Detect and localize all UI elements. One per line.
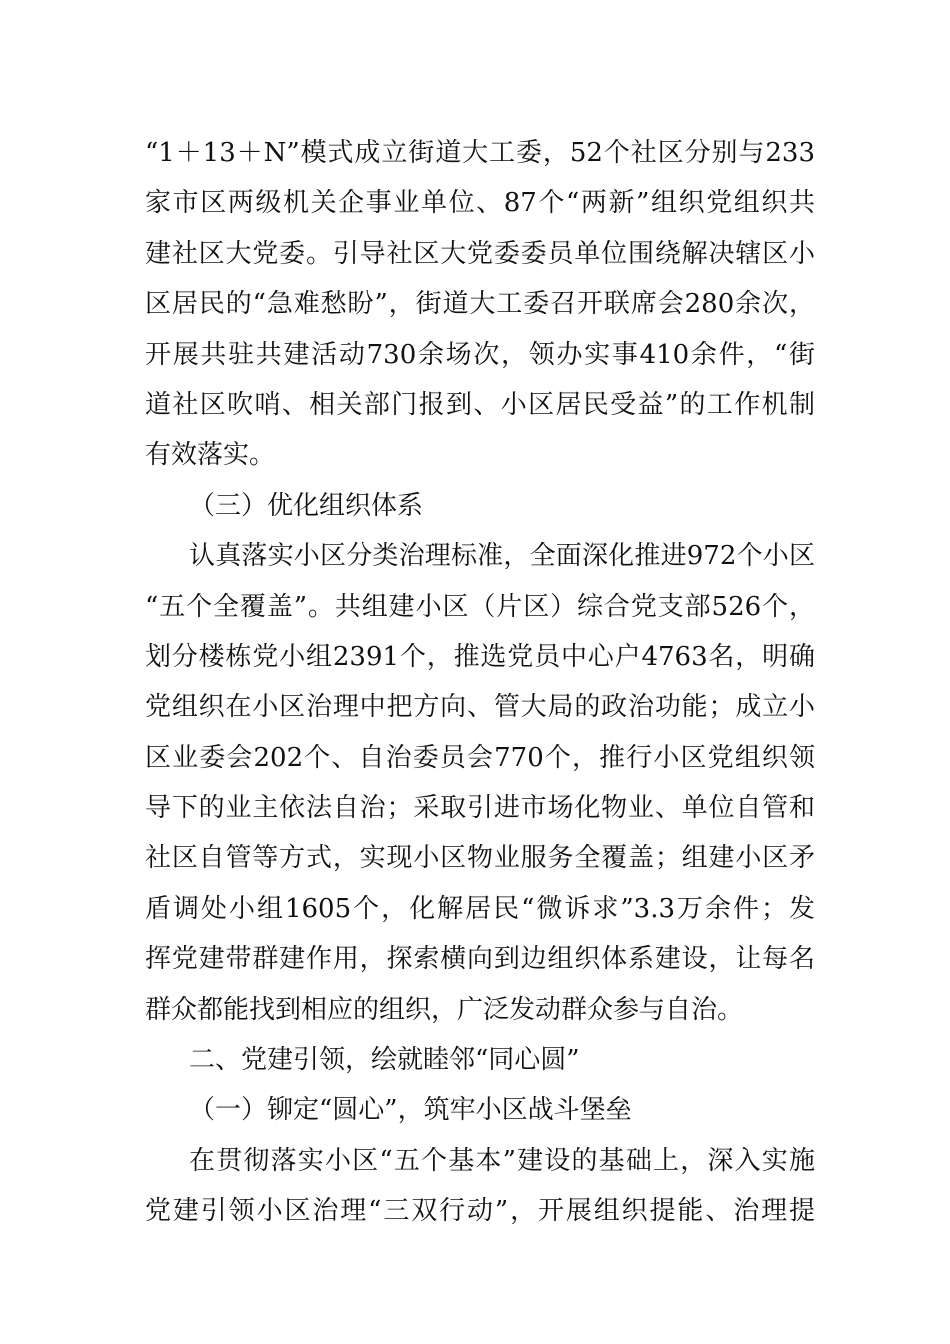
text-line: 家市区两级机关企事业单位、87个“两新”组织党组织共	[145, 188, 815, 219]
section-heading-optimize-organization	[145, 481, 815, 531]
text-line: 党组织在小区治理中把方向、管大局的政治功能；成立小	[145, 692, 815, 723]
subsection-heading-anchor-center	[145, 1085, 815, 1135]
section-heading-party-building	[145, 1035, 815, 1085]
paragraph-community-committee	[145, 128, 815, 481]
text-line: 导下的业主依法自治；采取引进市场化物业、单位自管和	[145, 793, 815, 824]
text-line: 挥党建带群建作用，探索横向到边组织体系建设，让每名	[145, 944, 815, 975]
text-line: 道社区吹哨、相关部门报到、小区居民受益”的工作机制	[145, 389, 815, 420]
text-line: 开展共驻共建活动730余场次，领办实事410余件，“街	[145, 339, 815, 370]
text-line: “1＋13＋N”模式成立街道大工委，52个社区分别与233	[145, 138, 815, 168]
text-line: 党建引领小区治理“三双行动”，开展组织提能、治理提	[145, 1196, 815, 1227]
text-line: 区业委会202个、自治委员会770个，推行小区党组织领	[145, 742, 815, 773]
text-line: 认真落实小区分类治理标准，全面深化推进972个小区	[189, 541, 815, 572]
text-line: 建社区大党委。引导社区大党委委员单位围绕解决辖区小	[145, 238, 815, 269]
document-body	[145, 128, 815, 1237]
paragraph-organization-system	[145, 531, 815, 1035]
text-line: “五个全覆盖”。共组建小区（片区）综合党支部526个，	[145, 591, 815, 622]
text-line: 盾调处小组1605个，化解居民“微诉求”3.3万余件；发	[145, 893, 815, 924]
text-line: 划分楼栋党小组2391个，推选党员中心户4763名，明确	[145, 641, 815, 672]
heading-line: （一）铆定“圆心”，筑牢小区战斗堡垒	[189, 1095, 632, 1126]
paragraph-three-double-action	[145, 1136, 815, 1237]
heading-line: （三）优化组织体系	[189, 490, 424, 521]
text-line: 在贯彻落实小区“五个基本”建设的基础上，深入实施	[189, 1145, 815, 1176]
text-line: 有效落实。	[145, 440, 276, 471]
text-line: 群众都能找到相应的组织，广泛发动群众参与自治。	[145, 994, 744, 1025]
heading-line: 二、党建引领，绘就睦邻“同心圆”	[189, 1045, 580, 1076]
text-line: 社区自管等方式，实现小区物业服务全覆盖；组建小区矛	[145, 843, 815, 874]
text-line: 区居民的“急难愁盼”，街道大工委召开联席会280余次，	[145, 289, 815, 320]
